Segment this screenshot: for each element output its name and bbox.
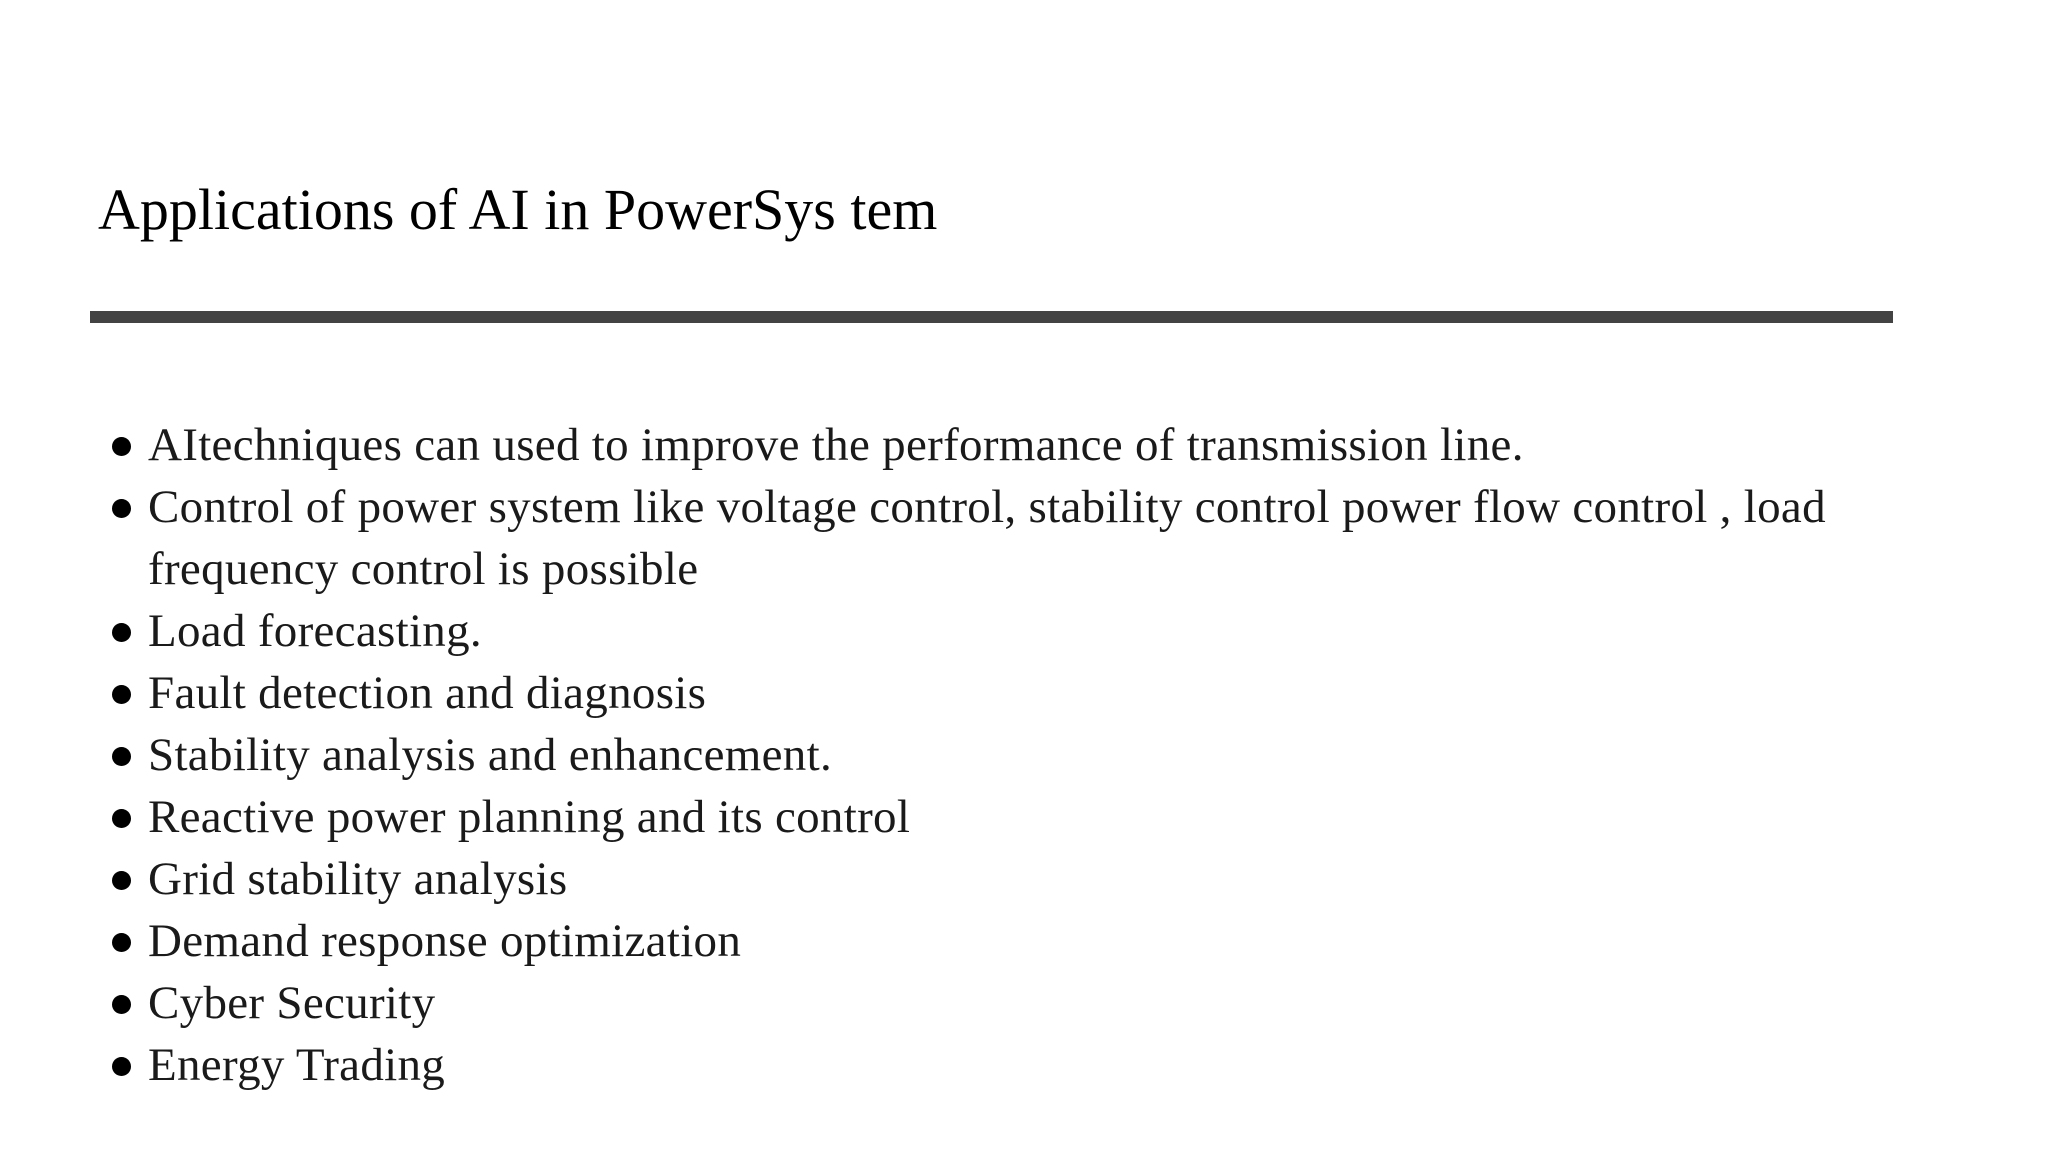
bullet-item-reactive-power [110,786,1990,848]
bullet-dot-icon [112,747,131,766]
bullet-text: Load forecasting. [148,605,482,657]
bullet-item-fault-detection [110,662,1990,724]
bullet-item-stability-analysis [110,724,1990,786]
bullet-dot-icon [112,809,131,828]
bullet-text: Control of power system like voltage control, stability control power flow control , load frequency control is possible [148,481,1826,595]
bullet-dot-icon [112,499,131,518]
bullet-text: Grid stability analysis [148,853,568,905]
bullet-text: Demand response optimization [148,915,742,967]
slide-title: Applications of AI in PowerSys tem [98,177,938,242]
bullet-list [110,414,1990,1096]
bullet-dot-icon [112,1057,131,1076]
bullet-text: Energy Trading [148,1039,446,1091]
bullet-item-transmission-line [110,414,1990,476]
bullet-dot-icon [112,933,131,952]
bullet-dot-icon [112,437,131,456]
bullet-dot-icon [112,995,131,1014]
bullet-text: AItechniques can used to improve the performance of transmission line. [148,419,1524,471]
bullet-item-demand-response [110,910,1990,972]
bullet-text: Fault detection and diagnosis [148,667,707,719]
bullet-dot-icon [112,871,131,890]
bullet-item-cyber-security [110,972,1990,1034]
bullet-item-energy-trading [110,1034,1990,1096]
bullet-item-grid-stability [110,848,1990,910]
bullet-item-power-system-control [110,476,1990,600]
bullet-text: Cyber Security [148,977,436,1029]
bullet-text: Stability analysis and enhancement. [148,729,832,781]
bullet-dot-icon [112,685,131,704]
bullet-dot-icon [112,623,131,642]
title-divider [90,311,1893,323]
bullet-text: Reactive power planning and its control [148,791,911,843]
bullet-item-load-forecasting [110,600,1990,662]
